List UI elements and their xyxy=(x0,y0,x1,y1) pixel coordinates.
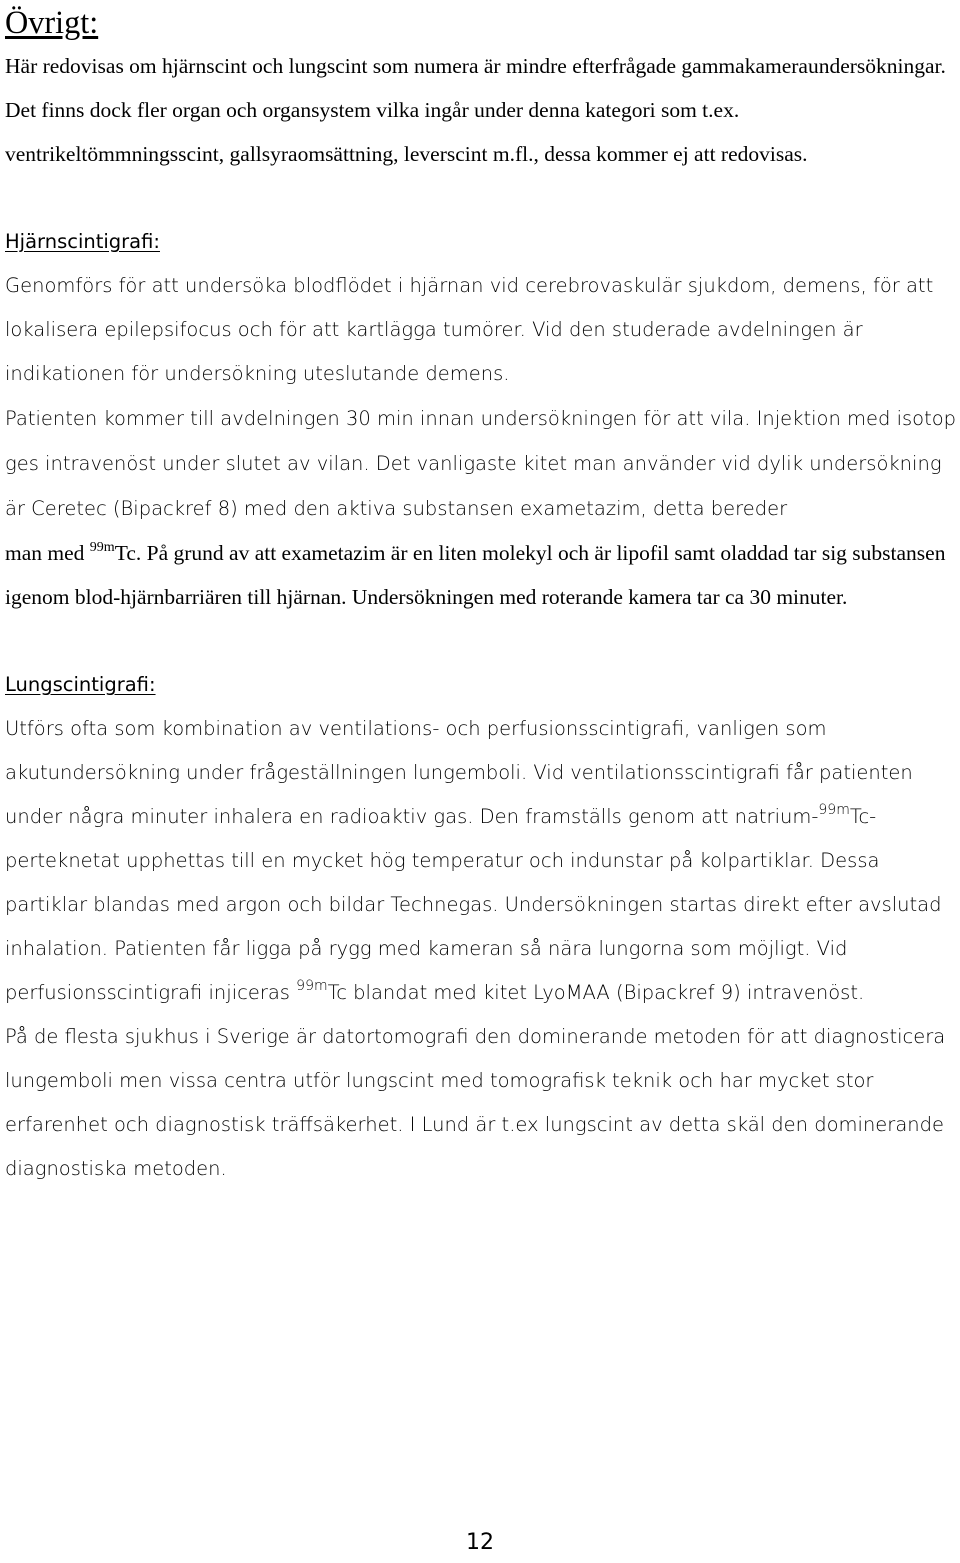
paragraph-ovrigt: Här redovisas om hjärnscint och lungscint som numera är mindre efterfrågade gammakameraundersökningar. Det finns dock fler organ och organsystem vilka ingår under denna kategori som t.ex. ventrikeltömmningsscint, gallsyraomsättning, leverscint m.fl., dessa kommer ej att redovisas. xyxy=(5,54,946,166)
section-ovrigt xyxy=(5,0,957,176)
section-heading-ovrigt: Övrigt: xyxy=(5,4,99,40)
spacer xyxy=(5,619,957,663)
section-heading-lungscintigrafi: Lungscintigrafi: xyxy=(5,673,156,696)
document-page xyxy=(5,0,957,1191)
isotope-mass-superscript-2: 99m xyxy=(296,978,328,994)
procedure-text-serif-start: man med xyxy=(5,541,85,565)
paragraph-hjarnscintigrafi-indications: Genomförs för att undersöka blodflödet i hjärnan vid cerebrovaskulär sjukdom, demens, för att lokalisera epilepsifocus och för att kartlägga tumörer. Vid den studerade avdelningen är indikationen för undersökning uteslutande demens. xyxy=(5,274,934,385)
section-lungscintigrafi xyxy=(5,663,957,1191)
paragraph-hjarnscintigrafi-procedure xyxy=(5,396,957,619)
isotope-mass-superscript: 99m xyxy=(89,540,115,555)
lung-text-part-3: Tc blandat med kitet LyoMAA (Bipackref 9) intravenöst. xyxy=(327,981,865,1004)
isotope-mass-superscript-1: 99m xyxy=(818,802,850,818)
section-heading-hjarnscintigrafi: Hjärnscintigrafi: xyxy=(5,230,160,253)
procedure-text-serif-end: Tc. På grund av att exametazim är en liten molekyl och är lipofil samt oladdad tar sig substansen igenom blod-hjärnbarriären till hjärnan. Undersökningen med roterande kamera tar ca 30 minuter. xyxy=(5,541,946,609)
spacer xyxy=(5,176,957,220)
lung-text-part-1: Utförs ofta som kombination av ventilations- och perfusionsscintigrafi, vanligen som akutundersökning under frågeställningen lungemboli. Vid ventilationsscintigrafi får patienten under några minuter inhalera en radioaktiv gas. Den framställs genom att natrium- xyxy=(5,717,913,828)
paragraph-lungscintigrafi-sweden: På de flesta sjukhus i Sverige är datortomografi den dominerande metoden för att diagnosticera lungemboli men vissa centra utför lungscint med tomografisk teknik och har mycket stor erfarenhet och diagnostisk träffsäkerhet. I Lund är t.ex lungscint av detta skäl den dominerande diagnostiska metoden. xyxy=(5,1025,946,1180)
lung-text-part-2: Tc-perteknetat upphettas till en mycket hög temperatur och indunstar på kolpartiklar. Dessa partiklar blandas med argon och bildar Technegas. Undersökningen startas direkt efter avslutad inhalation. Patienten får ligga på rygg med kameran så nära lungorna som möjligt. Vid perfusionsscintigrafi injiceras xyxy=(5,805,942,1004)
page-number: 12 xyxy=(466,1530,494,1555)
paragraph-lungscintigrafi-procedure xyxy=(5,707,957,1015)
section-hjarnscintigrafi xyxy=(5,220,957,619)
procedure-text-sans: Patienten kommer till avdelningen 30 min innan undersökningen för att vila. Injektion med isotop ges intravenöst under slutet av vilan. Det vanligaste kitet man använder vid dylik undersökning är Ceretec (Bipackref 8) med den aktiva substansen exametazim, detta bereder xyxy=(5,407,957,520)
